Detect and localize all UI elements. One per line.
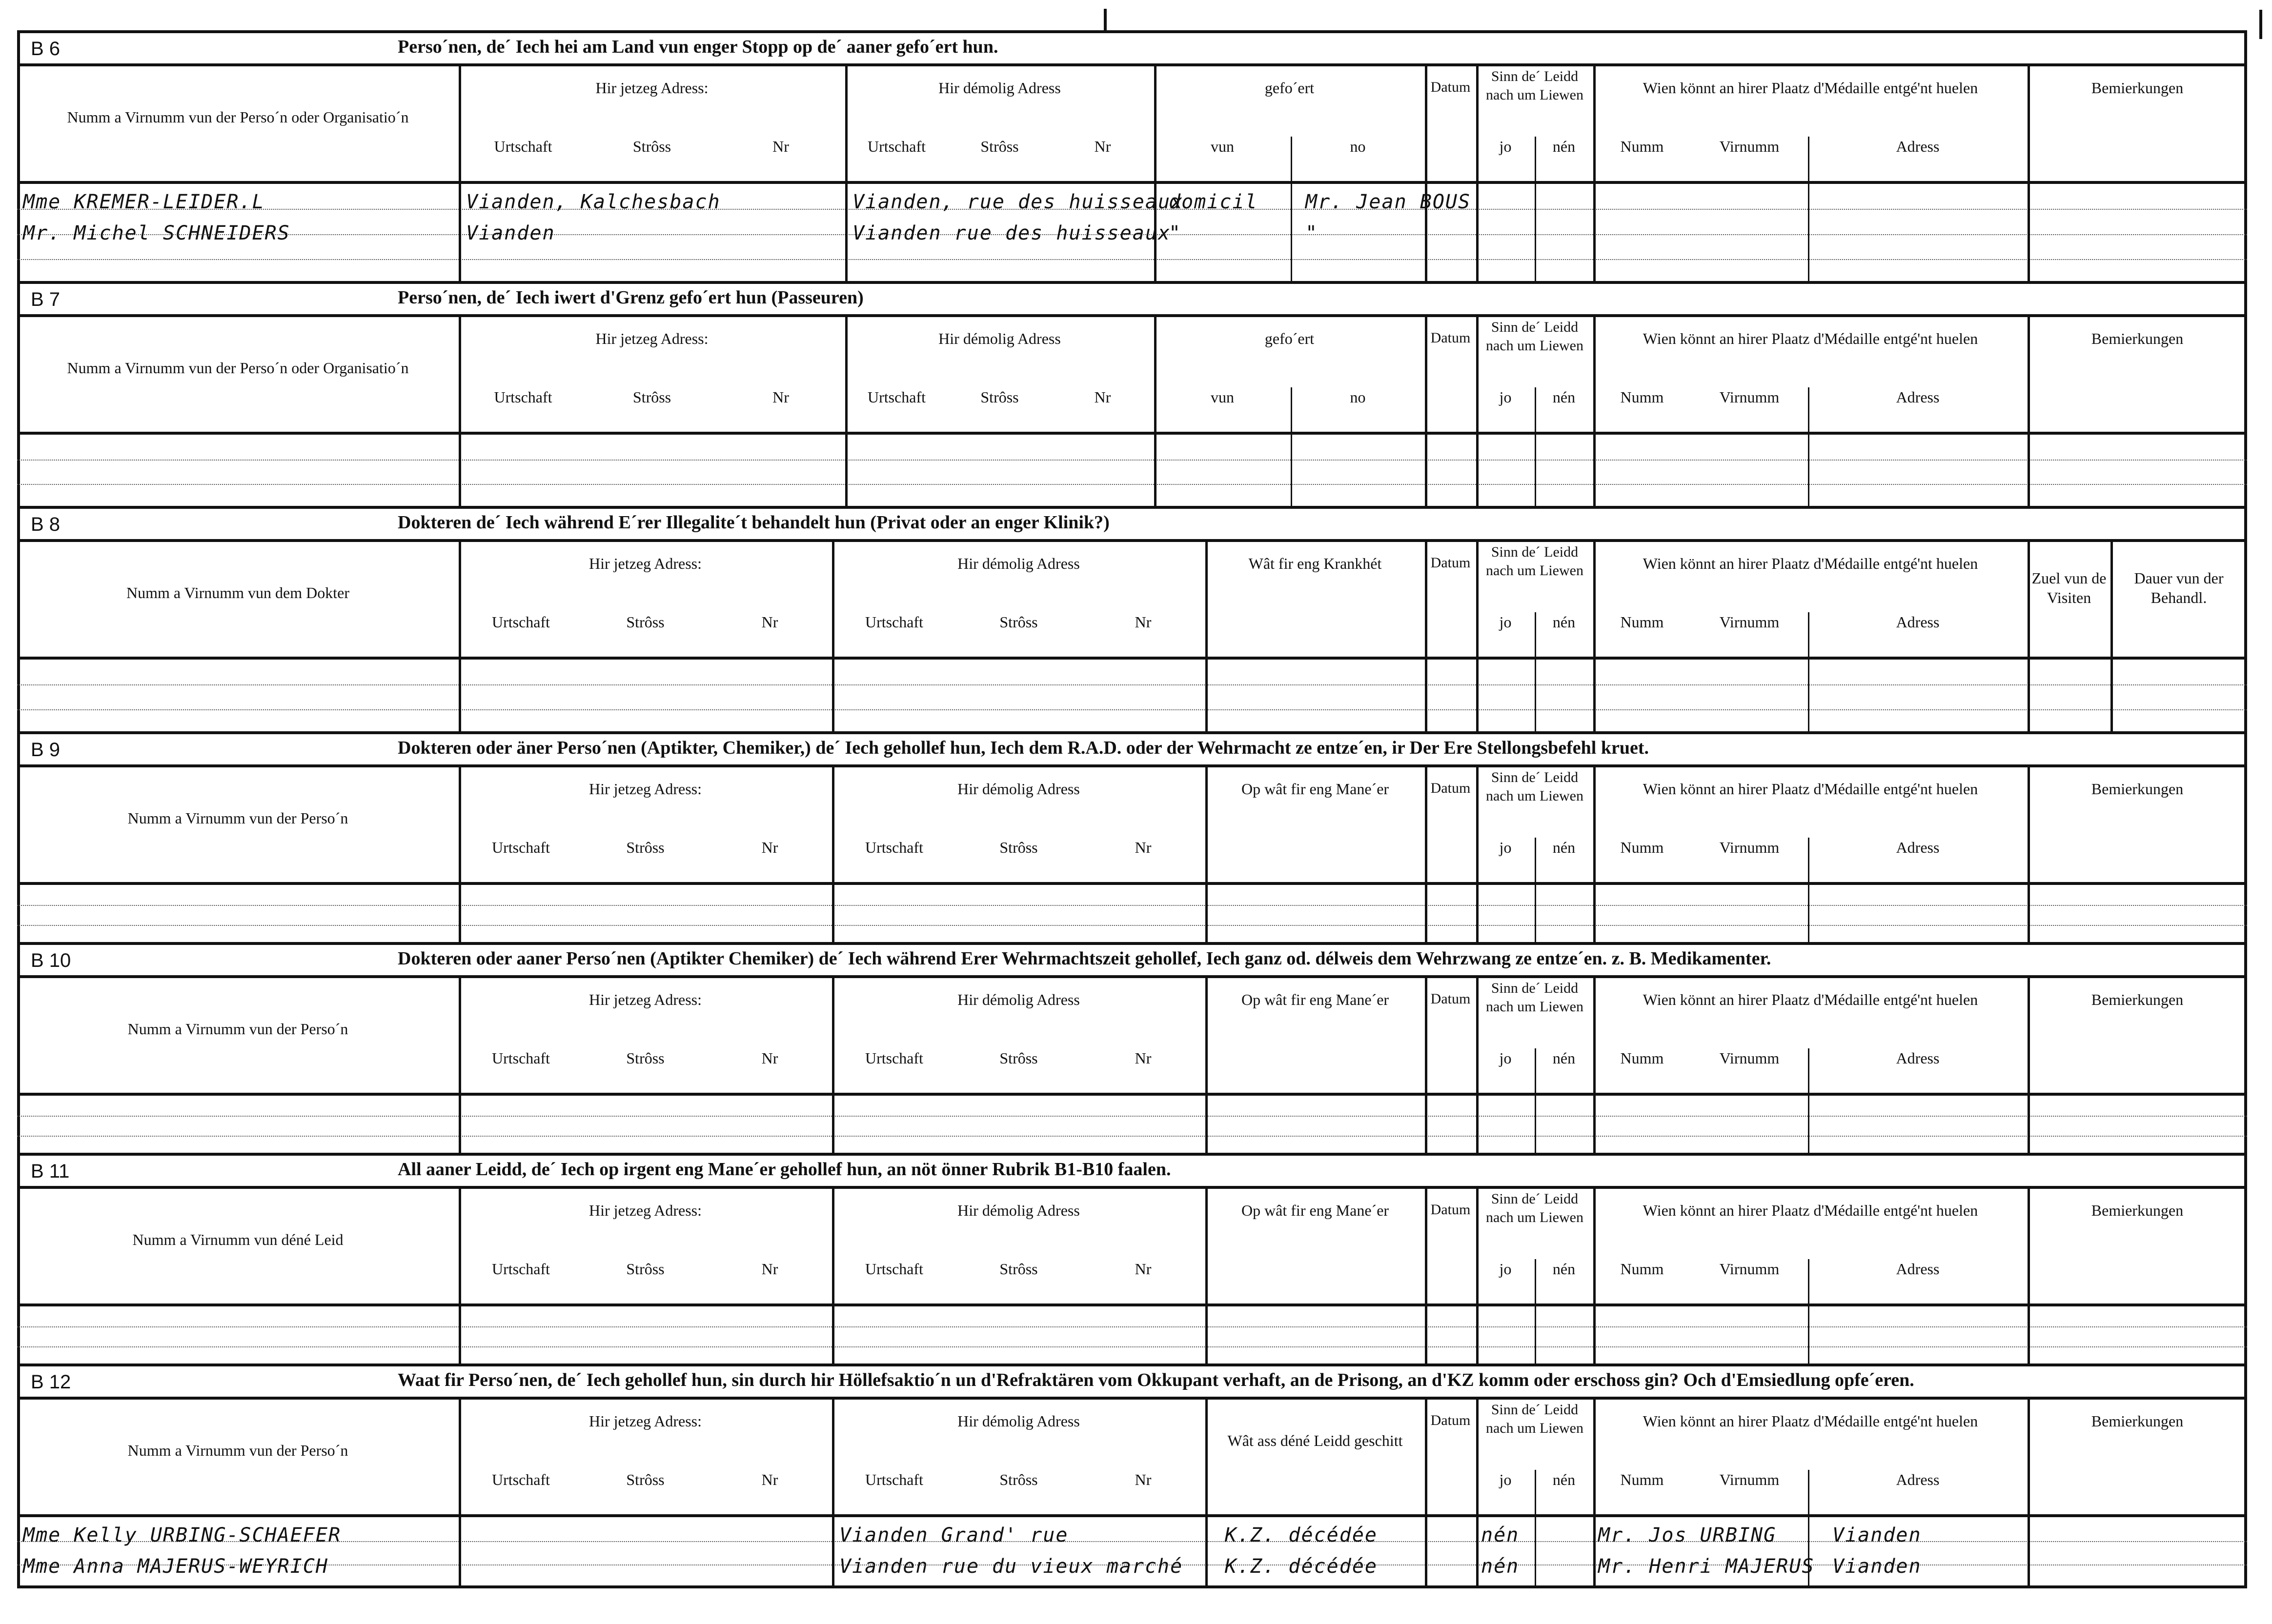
- sinn-header: Sinn de´ Leidd nach um Liewen: [1486, 544, 1583, 579]
- section-b9: [17, 731, 2247, 945]
- entry-demolig-address: Vianden, rue des huisseaux: [852, 191, 1184, 213]
- sub-column-divider: [1808, 137, 1809, 284]
- column-divider: [1425, 63, 1427, 284]
- virnumm-header: Virnumm: [1719, 138, 1780, 155]
- jetzeg-header: Hir jetzeg Adress:: [588, 780, 702, 798]
- stross-header: Strôss: [999, 1471, 1038, 1488]
- entry-jetzeg-address: Vianden: [466, 222, 555, 244]
- sinn-header: Sinn de´ Leidd nach um Liewen: [1486, 769, 1583, 804]
- nen-header: nén: [1552, 1049, 1576, 1067]
- section-code: B 7: [31, 289, 61, 310]
- section-title-row: [17, 284, 2247, 314]
- nr-header: Nr: [761, 613, 778, 631]
- stross-header: Strôss: [626, 1471, 665, 1488]
- nen-header: nén: [1552, 1260, 1576, 1278]
- section-code: B 12: [31, 1371, 71, 1393]
- section-code: B 6: [31, 38, 61, 60]
- entry-medaille-address: Vianden: [1832, 1555, 1922, 1578]
- jo-header: jo: [1499, 1471, 1512, 1488]
- virnumm-header: Virnumm: [1719, 1049, 1780, 1067]
- entry-demolig-address: Vianden Grand' rue: [839, 1524, 1069, 1546]
- jetzeg-header: Hir jetzeg Adress:: [595, 330, 709, 347]
- section-heading: Perso´nen, de´ Iech hei am Land vun enger Stopp op de´ aaner gefo´ert hun.: [398, 37, 998, 57]
- form-page: [17, 30, 2247, 1585]
- section-title-row: [17, 945, 2247, 975]
- jo-header: jo: [1499, 1260, 1512, 1278]
- jo-header: jo: [1499, 138, 1512, 155]
- nr-header: Nr: [1094, 388, 1111, 406]
- maneer-header: Op wât fir eng Mane´er: [1241, 991, 1389, 1008]
- section-b12: [17, 1363, 2247, 1588]
- no-header: no: [1350, 138, 1366, 155]
- entry-rows: [17, 660, 2247, 734]
- sinn-header: Sinn de´ Leidd nach um Liewen: [1486, 319, 1583, 354]
- section-b6: [17, 30, 2247, 284]
- ruled-line: [17, 709, 2247, 710]
- nr-header: Nr: [1135, 1049, 1152, 1067]
- section-heading: Waat fir Perso´nen, de´ Iech gehollef hun, sin durch hir Höllefsaktio´n un d'Refraktären vom Okkupant verhaft, an de Prisong, an d'KZ komm oder erschoss gin? Och d'Emsiedlung opfe´eren.: [398, 1370, 1914, 1390]
- virnumm-header: Virnumm: [1719, 1471, 1780, 1488]
- jetzeg-header: Hir jetzeg Adress:: [588, 555, 702, 572]
- nr-header: Nr: [761, 1049, 778, 1067]
- numm-header: Numm: [1620, 839, 1664, 856]
- datum-header: Datum: [1430, 1202, 1471, 1218]
- sinn-header: Sinn de´ Leidd nach um Liewen: [1486, 1191, 1583, 1225]
- stross-header: Strôss: [999, 1260, 1038, 1278]
- medaille-header: Wien könnt an hirer Plaatz d'Médaille entgé'nt huelen: [1643, 330, 1978, 347]
- no-header: no: [1350, 388, 1366, 406]
- stross-header: Strôss: [626, 839, 665, 856]
- punch-mark-right: [2259, 10, 2262, 39]
- nr-header: Nr: [761, 1260, 778, 1278]
- name-column-header: Numm a Virnumm vun der Perso´n oder Organisatio´n: [67, 108, 409, 126]
- name-column-header: Numm a Virnumm vun der Perso´n: [127, 1020, 348, 1038]
- urtschaft-header: Urtschaft: [494, 388, 552, 406]
- urtschaft-header: Urtschaft: [494, 138, 552, 155]
- nr-header: Nr: [1135, 613, 1152, 631]
- entry-no: Mr. Jean BOUS: [1305, 191, 1471, 213]
- ruled-line: [17, 1346, 2247, 1347]
- ruled-line: [17, 925, 2247, 926]
- nen-header: nén: [1552, 839, 1576, 856]
- column-divider: [1476, 314, 1479, 509]
- stross-header: Strôss: [980, 138, 1019, 155]
- gefoert-header: gefo´ert: [1264, 79, 1315, 97]
- nr-header: Nr: [1135, 839, 1152, 856]
- entry-medaille-name: Mr. Henri MAJERUS: [1598, 1555, 1815, 1578]
- section-b11: [17, 1153, 2247, 1366]
- adress-header: Adress: [1896, 1260, 1940, 1278]
- virnumm-header: Virnumm: [1719, 1260, 1780, 1278]
- section-b8: [17, 506, 2247, 734]
- virnumm-header: Virnumm: [1719, 388, 1780, 406]
- urtschaft-header: Urtschaft: [491, 1471, 550, 1488]
- name-column-header: Numm a Virnumm vun dem Dokter: [126, 584, 349, 601]
- jetzeg-header: Hir jetzeg Adress:: [588, 1412, 702, 1430]
- nen-header: nén: [1552, 388, 1576, 406]
- demolig-header: Hir démolig Adress: [957, 991, 1080, 1008]
- column-divider: [1476, 1397, 1479, 1588]
- urtschaft-header: Urtschaft: [867, 388, 926, 406]
- column-divider: [1593, 63, 1596, 284]
- demolig-header: Hir démolig Adress: [938, 330, 1061, 347]
- entry-demolig-address: Vianden rue des huisseaux: [852, 222, 1171, 244]
- entry-nen: nén: [1481, 1524, 1520, 1546]
- datum-header: Datum: [1430, 991, 1471, 1007]
- section-heading: Perso´nen, de´ Iech iwert d'Grenz gefo´ert hun (Passeuren): [398, 287, 864, 308]
- section-code: B 11: [31, 1161, 70, 1182]
- ruled-line: [17, 259, 2247, 260]
- stross-header: Strôss: [999, 839, 1038, 856]
- ruled-line: [17, 905, 2247, 906]
- adress-header: Adress: [1896, 613, 1940, 631]
- sinn-header: Sinn de´ Leidd nach um Liewen: [1486, 980, 1583, 1015]
- stross-header: Strôss: [980, 388, 1019, 406]
- urtschaft-header: Urtschaft: [865, 613, 924, 631]
- demolig-header: Hir démolig Adress: [957, 1412, 1080, 1430]
- urtschaft-header: Urtschaft: [491, 839, 550, 856]
- datum-header: Datum: [1430, 1412, 1471, 1428]
- section-code: B 9: [31, 739, 61, 761]
- column-divider: [1593, 1186, 1596, 1366]
- medaille-header: Wien könnt an hirer Plaatz d'Médaille entgé'nt huelen: [1643, 1202, 1978, 1219]
- stross-header: Strôss: [632, 138, 671, 155]
- column-divider: [1593, 1397, 1596, 1588]
- punch-mark-top: [1104, 9, 1107, 33]
- section-heading: Dokteren oder aaner Perso´nen (Aptikter Chemiker) de´ Iech während Erer Wehrmachtszeit gehollef, Iech ganz od. délweis dem Wehrzwang ze entze´en. z. B. Medikamenter.: [398, 948, 1771, 969]
- section-title-row: [17, 734, 2247, 764]
- entry-rows: [17, 1096, 2247, 1156]
- datum-header: Datum: [1430, 330, 1471, 346]
- stross-header: Strôss: [999, 613, 1038, 631]
- jetzeg-header: Hir jetzeg Adress:: [595, 79, 709, 97]
- jo-header: jo: [1499, 388, 1512, 406]
- urtschaft-header: Urtschaft: [865, 1260, 924, 1278]
- section-code: B 8: [31, 514, 61, 535]
- sub-column-divider: [1291, 137, 1292, 284]
- column-divider: [1593, 314, 1596, 509]
- stross-header: Strôss: [999, 1049, 1038, 1067]
- name-column-header: Numm a Virnumm vun der Perso´n: [127, 1442, 348, 1459]
- medaille-header: Wien könnt an hirer Plaatz d'Médaille entgé'nt huelen: [1643, 780, 1978, 798]
- medaille-header: Wien könnt an hirer Plaatz d'Médaille entgé'nt huelen: [1643, 555, 1978, 572]
- ruled-line: [17, 1116, 2247, 1117]
- vun-header: vun: [1211, 388, 1234, 406]
- entry-vun: domicil: [1169, 191, 1258, 213]
- numm-header: Numm: [1620, 138, 1664, 155]
- section-b7: [17, 281, 2247, 509]
- column-divider: [1593, 764, 1596, 945]
- demolig-header: Hir démolig Adress: [957, 1202, 1080, 1219]
- datum-header: Datum: [1430, 79, 1471, 95]
- entry-rows: [17, 885, 2247, 945]
- entry-name: Mme Kelly URBING-SCHAEFER: [23, 1524, 342, 1546]
- maneer-header: Op wât fir eng Mane´er: [1241, 1202, 1389, 1219]
- column-divider: [1476, 63, 1479, 284]
- maneer-header: Op wât fir eng Mane´er: [1241, 780, 1389, 798]
- datum-header: Datum: [1430, 555, 1471, 571]
- entry-name: Mme Anna MAJERUS-WEYRICH: [23, 1555, 328, 1578]
- numm-header: Numm: [1620, 1471, 1664, 1488]
- jetzeg-header: Hir jetzeg Adress:: [588, 1202, 702, 1219]
- name-column-header: Numm a Virnumm vun déné Leid: [132, 1231, 344, 1248]
- bemierkungen-header: Bemierkungen: [2091, 1412, 2184, 1430]
- medaille-header: Wien könnt an hirer Plaatz d'Médaille entgé'nt huelen: [1643, 79, 1978, 97]
- demolig-header: Hir démolig Adress: [957, 780, 1080, 798]
- entry-medaille-name: Mr. Jos URBING: [1598, 1524, 1777, 1546]
- adress-header: Adress: [1896, 839, 1940, 856]
- entry-no: ": [1305, 222, 1319, 244]
- entry-name: Mr. Michel SCHNEIDERS: [23, 222, 290, 244]
- ruled-line: [17, 684, 2247, 685]
- sub-column-divider: [1535, 137, 1536, 284]
- entry-rows: [17, 1306, 2247, 1366]
- column-divider: [1205, 1397, 1208, 1588]
- entry-geschitt: K.Z. décédée: [1225, 1555, 1378, 1578]
- urtschaft-header: Urtschaft: [867, 138, 926, 155]
- gefoert-header: gefo´ert: [1264, 330, 1315, 347]
- urtschaft-header: Urtschaft: [491, 613, 550, 631]
- nen-header: nén: [1552, 613, 1576, 631]
- medaille-header: Wien könnt an hirer Plaatz d'Médaille entgé'nt huelen: [1643, 991, 1978, 1008]
- ruled-line: [17, 1326, 2247, 1327]
- bemierkungen-header: Bemierkungen: [2091, 991, 2184, 1008]
- bemierkungen-header: Bemierkungen: [2091, 780, 2184, 798]
- nr-header: Nr: [761, 839, 778, 856]
- numm-header: Numm: [1620, 388, 1664, 406]
- section-title-row: [17, 1156, 2247, 1186]
- stross-header: Strôss: [626, 613, 665, 631]
- urtschaft-header: Urtschaft: [865, 1049, 924, 1067]
- ruled-line: [17, 460, 2247, 461]
- name-column-header: Numm a Virnumm vun der Perso´n: [127, 809, 348, 827]
- sinn-header: Sinn de´ Leidd nach um Liewen: [1486, 68, 1583, 103]
- column-divider: [1476, 539, 1479, 734]
- section-title-row: [17, 1366, 2247, 1397]
- urtschaft-header: Urtschaft: [865, 839, 924, 856]
- column-divider: [1593, 539, 1596, 734]
- jo-header: jo: [1499, 1049, 1512, 1067]
- entry-jetzeg-address: Vianden, Kalchesbach: [466, 191, 721, 213]
- stross-header: Strôss: [632, 388, 671, 406]
- section-b10: [17, 942, 2247, 1156]
- demolig-header: Hir démolig Adress: [957, 555, 1080, 572]
- entry-nen: nén: [1481, 1555, 1520, 1578]
- section-title-row: [17, 33, 2247, 63]
- entry-name: Mme KREMER-LEIDER.L: [23, 191, 265, 213]
- jo-header: jo: [1499, 839, 1512, 856]
- adress-header: Adress: [1896, 388, 1940, 406]
- stross-header: Strôss: [626, 1049, 665, 1067]
- nen-header: nén: [1552, 1471, 1576, 1488]
- zuel-header: Zuel vun de Visiten: [2031, 569, 2107, 606]
- nr-header: Nr: [761, 1471, 778, 1488]
- medaille-header: Wien könnt an hirer Plaatz d'Médaille entgé'nt huelen: [1643, 1412, 1978, 1430]
- demolig-header: Hir démolig Adress: [938, 79, 1061, 97]
- nr-header: Nr: [1135, 1260, 1152, 1278]
- entry-medaille-address: Vianden: [1832, 1524, 1922, 1546]
- vun-header: vun: [1211, 138, 1234, 155]
- virnumm-header: Virnumm: [1719, 839, 1780, 856]
- nr-header: Nr: [1135, 1471, 1152, 1488]
- urtschaft-header: Urtschaft: [491, 1049, 550, 1067]
- entry-geschitt: K.Z. décédée: [1225, 1524, 1378, 1546]
- adress-header: Adress: [1896, 138, 1940, 155]
- form-bottom-border: [17, 1585, 2247, 1588]
- virnumm-header: Virnumm: [1719, 613, 1780, 631]
- nen-header: nén: [1552, 138, 1576, 155]
- urtschaft-header: Urtschaft: [865, 1471, 924, 1488]
- numm-header: Numm: [1620, 613, 1664, 631]
- column-divider: [1593, 975, 1596, 1156]
- urtschaft-header: Urtschaft: [491, 1260, 550, 1278]
- section-title-row: [17, 509, 2247, 539]
- sinn-header: Sinn de´ Leidd nach um Liewen: [1486, 1402, 1583, 1436]
- name-column-header: Numm a Virnumm vun der Perso´n oder Organisatio´n: [67, 359, 409, 377]
- geschitt-header: Wât ass déné Leidd geschitt: [1227, 1432, 1403, 1449]
- section-heading: Dokteren de´ Iech während E´rer Illegalite´t behandelt hun (Privat oder an enger Klinik?): [398, 512, 1110, 533]
- dauer-header: Dauer vun der Behandl.: [2134, 569, 2224, 606]
- jetzeg-header: Hir jetzeg Adress:: [588, 991, 702, 1008]
- nr-header: Nr: [1094, 138, 1111, 155]
- nr-header: Nr: [772, 388, 789, 406]
- section-heading: All aaner Leidd, de´ Iech op irgent eng Mane´er gehollef hun, an nöt önner Rubrik B1-B10 faalen.: [398, 1159, 1171, 1180]
- section-heading: Dokteren oder äner Perso´nen (Aptikter, Chemiker,) de´ Iech gehollef hun, Iech dem R.A.D. oder der Wehrmacht ze entze´en, ir Der Ere Stellongsbefehl kruet.: [398, 738, 1649, 758]
- entry-demolig-address: Vianden rue du vieux marché: [839, 1555, 1183, 1578]
- nr-header: Nr: [772, 138, 789, 155]
- ruled-line: [17, 1136, 2247, 1137]
- datum-header: Datum: [1430, 780, 1471, 796]
- bemierkungen-header: Bemierkungen: [2091, 1202, 2184, 1219]
- section-code: B 10: [31, 950, 71, 971]
- adress-header: Adress: [1896, 1049, 1940, 1067]
- entry-rows: [17, 435, 2247, 509]
- numm-header: Numm: [1620, 1260, 1664, 1278]
- ruled-line: [17, 484, 2247, 485]
- adress-header: Adress: [1896, 1471, 1940, 1488]
- numm-header: Numm: [1620, 1049, 1664, 1067]
- stross-header: Strôss: [626, 1260, 665, 1278]
- bemierkungen-header: Bemierkungen: [2091, 330, 2184, 347]
- entry-vun: ": [1169, 222, 1182, 244]
- krankhet-header: Wât fir eng Krankhét: [1248, 555, 1382, 572]
- bemierkungen-header: Bemierkungen: [2091, 79, 2184, 97]
- jo-header: jo: [1499, 613, 1512, 631]
